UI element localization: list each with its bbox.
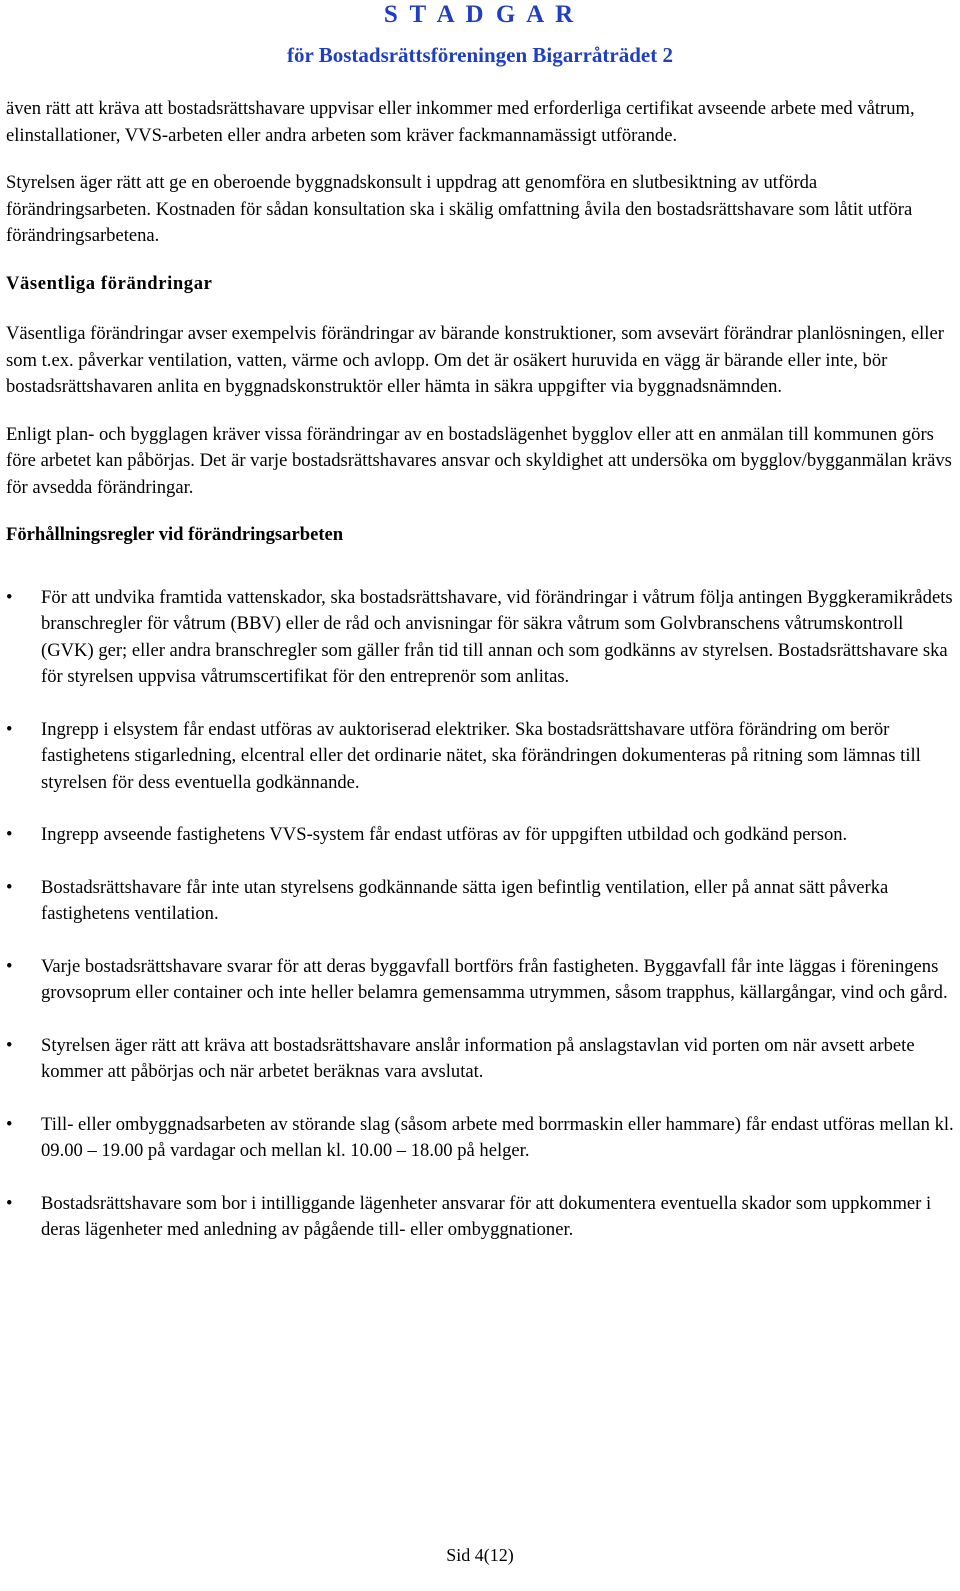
bullet-icon: • — [6, 955, 13, 977]
list-item — [6, 954, 954, 1007]
bullet-icon: • — [6, 876, 13, 898]
bullet-icon: • — [6, 824, 13, 845]
list-item-text: Ingrepp i elsystem får endast utföras av auktoriserad elektriker. Ska bostadsrättshavare utföra förändring om berör fastighetens stigarledning, elcentral eller det ordinarie nätet, ska förändringen dokumenteras på ritning som lämnas till styrelsen för dess eventuella godkännande. — [41, 718, 921, 793]
list-item-text: Styrelsen äger rätt att kräva att bostadsrättshavare anslår information på anslagstavlan vid porten om när avsett arbete kommer att påbörjas och när arbetet beräknas vara avslutat. — [41, 1034, 915, 1082]
page-number: Sid 4(12) — [446, 1545, 514, 1565]
bullet-icon: • — [6, 1034, 13, 1056]
paragraph-building-permit: Enligt plan- och bygglagen kräver vissa förändringar av en bostadslägenhet bygglov eller att en anmälan till kommunen görs före arbetet kan påbörjas. Det är varje bostadsrättshavares ansvar och skyldighet att undersöka om bygglov/bygganmälan krävs för avsedda förändringar. — [6, 423, 952, 498]
list-item-text: Till- eller ombyggnadsarbeten av störande slag (såsom arbete med borrmaskin eller hammare) får endast utföras mellan kl. 09.00 – 19.00 på vardagar och mellan kl. 10.00 – 18.00 på helger. — [41, 1113, 954, 1161]
list-item — [6, 717, 954, 797]
paragraph-inspection: Styrelsen äger rätt att ge en oberoende byggnadskonsult i uppdrag att genomföra en slutbesiktning av utförda förändringsarbeten. Kostnaden för sådan konsultation ska i skälig omfattning åvila den bostadsrättshavare som låtit utföra förändringsarbetena. — [6, 172, 913, 246]
heading-significant-changes: Väsentliga förändringar — [6, 272, 213, 294]
paragraph-significant-changes: Väsentliga förändringar avser exempelvis förändringar av bärande konstruktioner, som avsevärt förändrar planlösningen, eller som t.ex. påverkar ventilation, vatten, värme och avlopp. Om det är osäkert huruvida en vägg är bärande eller inte, bör bostadsrättshavaren anlita en byggnadskonstruktör eller hämta in säkra uppgifter via byggnadsnämnden. — [6, 323, 944, 397]
heading-conduct-rules: Förhållningsregler vid förändringsarbeten — [6, 524, 344, 545]
document-body — [6, 96, 954, 1270]
document-subtitle: för Bostadsrättsföreningen Bigarråträdet 2 — [287, 43, 673, 67]
list-item — [6, 1112, 954, 1165]
bullet-icon: • — [6, 586, 13, 608]
document-title: S T A D G A R — [383, 1, 577, 28]
list-item-text: Ingrepp avseende fastighetens VVS-system får endast utföras av för uppgiften utbildad och godkänd person. — [41, 824, 848, 845]
list-item — [6, 1191, 954, 1244]
list-item-text: Varje bostadsrättshavare svarar för att deras byggavfall bortförs från fastigheten. Byggavfall får inte läggas i föreningens grovsoprum eller container och inte heller belamra gemensamma utrymmen, såsom trapphus, källargångar, vind och gård. — [41, 955, 948, 1003]
paragraph-certificates: även rätt att kräva att bostadsrättshavare uppvisar eller inkommer med erforderliga certifikat avseende arbete med våtrum, elinstallationer, VVS-arbeten eller andra arbeten som kräver fackmannamässigt utförande. — [6, 98, 915, 146]
bullet-icon: • — [6, 718, 13, 740]
list-item-text: Bostadsrättshavare som bor i intilliggande lägenheter ansvarar för att dokumentera eventuella skador som uppkommer i deras lägenheter med anledning av pågående till- eller ombyggnationer. — [41, 1192, 932, 1240]
list-item — [6, 822, 954, 849]
bullet-icon: • — [6, 1192, 13, 1214]
list-item — [6, 1033, 954, 1086]
list-item-text: För att undvika framtida vattenskador, ska bostadsrättshavare, vid förändringar i våtrum följa antingen Byggkeramikrådets branschregler för våtrum (BBV) eller de råd och anvisningar för säkra våtrum som Golvbranschens våtrumskontroll (GVK) ger; eller andra branschregler som gäller från tid till annan och som godkänns av styrelsen. Bostadsrättshavare ska för styrelsen uppvisa våtrumscertifikat för den entreprenör som anlitas. — [41, 586, 953, 687]
list-item — [6, 875, 954, 928]
list-item-text: Bostadsrättshavare får inte utan styrelsens godkännande sätta igen befintlig ventilation, eller på annat sätt påverka fastighetens ventilation. — [41, 876, 889, 924]
bullet-icon: • — [6, 1113, 13, 1135]
rules-list — [6, 585, 954, 1244]
list-item — [6, 585, 954, 691]
